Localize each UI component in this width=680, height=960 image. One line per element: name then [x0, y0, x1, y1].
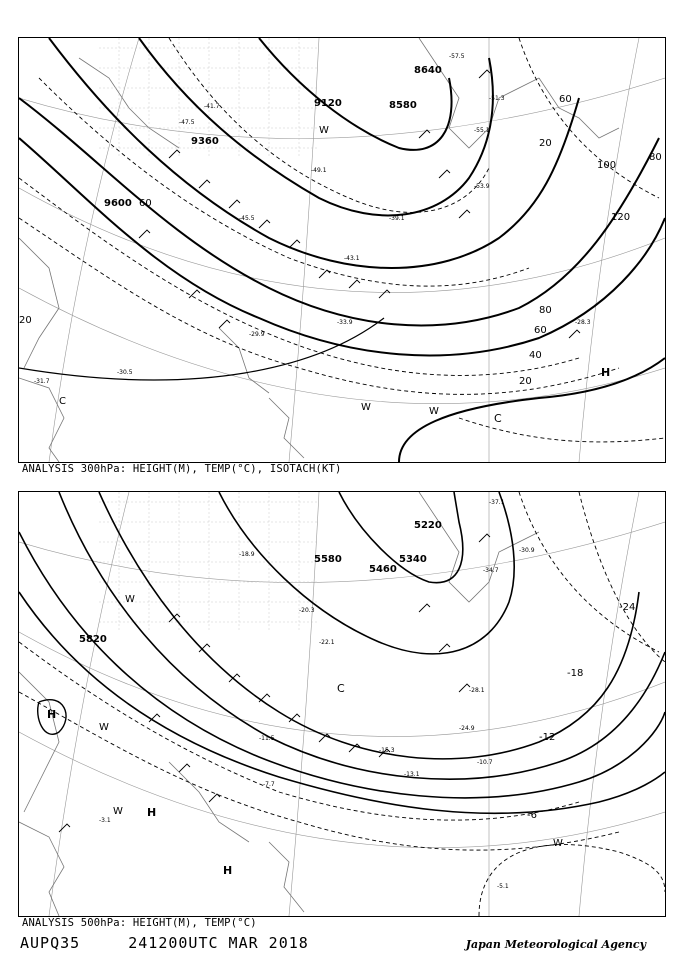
temp-contour-label: -12 — [539, 732, 556, 743]
temp-value: -31.7 — [34, 378, 50, 385]
temp-value: -51.3 — [489, 95, 505, 102]
warm-center: W — [319, 125, 329, 136]
height-contours — [19, 492, 665, 813]
caption-300hpa: ANALYSIS 300hPa: HEIGHT(M), TEMP(°C), ISOTACH(KT) — [22, 463, 342, 475]
temp-value: -7.7 — [263, 781, 275, 788]
high-pressure-center: H — [47, 708, 57, 721]
map-300hpa — [19, 38, 665, 462]
warm-center: W — [113, 806, 123, 817]
height-label: 8640 — [414, 65, 442, 76]
height-label: 9600 — [104, 198, 132, 209]
temp-value: -37.1 — [489, 499, 505, 506]
temp-value: -24.9 — [459, 725, 475, 732]
temp-value: -57.5 — [449, 53, 465, 60]
temp-value: -28.1 — [469, 687, 485, 694]
temp-value: -22.1 — [319, 639, 335, 646]
agency-credit: Japan Meteorological Agency — [465, 938, 646, 951]
wind-barbs — [139, 70, 580, 338]
map-panel-300hpa — [18, 37, 666, 463]
temp-value: -55.1 — [474, 127, 490, 134]
temp-value: -33.9 — [337, 319, 353, 326]
temp-value: -45.5 — [239, 215, 255, 222]
high-pressure-center: H — [147, 806, 157, 819]
map-panel-500hpa — [18, 491, 666, 917]
cold-center: C — [337, 682, 345, 695]
temp-value: -20.3 — [299, 607, 315, 614]
cold-center: C — [494, 412, 502, 425]
temp-value: -47.5 — [179, 119, 195, 126]
height-label: 9360 — [191, 136, 219, 147]
height-label: 8580 — [389, 100, 417, 111]
warm-center: W — [361, 402, 371, 413]
warm-center: W — [553, 838, 563, 849]
temp-value: -34.7 — [483, 567, 499, 574]
obs-grid — [99, 492, 319, 632]
map-500hpa — [19, 492, 665, 916]
height-label: 5820 — [79, 634, 107, 645]
temp-value: -10.7 — [477, 759, 493, 766]
isotach-label: 100 — [597, 160, 617, 171]
isotach-label: 20 — [19, 315, 32, 326]
temp-value: -43.1 — [344, 255, 360, 262]
temp-value: -39.1 — [389, 215, 405, 222]
caption-500hpa: ANALYSIS 500hPa: HEIGHT(M), TEMP(°C) — [22, 917, 257, 929]
temp-value: -15.3 — [379, 747, 395, 754]
isotach-label: 80 — [649, 152, 662, 163]
temp-value: -18.9 — [239, 551, 255, 558]
graticule — [19, 492, 665, 916]
temp-value: -30.9 — [519, 547, 535, 554]
height-label: 5460 — [369, 564, 397, 575]
temp-value: -30.5 — [117, 369, 133, 376]
warm-center: W — [125, 594, 135, 605]
warm-center: W — [99, 722, 109, 733]
temp-value: -11.5 — [259, 735, 275, 742]
temp-value: -41.7 — [204, 103, 220, 110]
isotach-label: 80 — [539, 305, 552, 316]
isotach-label: 120 — [611, 212, 631, 223]
height-label: 5220 — [414, 520, 442, 531]
isotach-label: 60 — [559, 94, 572, 105]
height-label: 5340 — [399, 554, 427, 565]
temp-value: -53.9 — [474, 183, 490, 190]
coastline — [19, 492, 539, 916]
temp-contour-label: -6 — [527, 810, 537, 821]
temp-value: -13.1 — [404, 771, 420, 778]
high-pressure-center: H — [223, 864, 233, 877]
analysis-datetime: 241200UTC MAR 2018 — [128, 934, 309, 952]
chart-id: AUPQ35 — [20, 934, 81, 952]
temp-value: -3.1 — [99, 817, 111, 824]
temp-value: -49.1 — [311, 167, 327, 174]
temp-value: -29.9 — [249, 331, 265, 338]
high-pressure-center: H — [601, 366, 611, 379]
isotach-label: 60 — [534, 325, 547, 336]
isotach-label: 40 — [529, 350, 542, 361]
isotach-label: 20 — [539, 138, 552, 149]
temp-contours — [19, 492, 665, 916]
temp-contour-label: -18 — [567, 668, 584, 679]
warm-center: W — [429, 406, 439, 417]
cold-center: C — [59, 396, 66, 407]
temp-value: -5.1 — [497, 883, 509, 890]
temp-contour-label: -24 — [619, 602, 636, 613]
height-label: 9120 — [314, 98, 342, 109]
temp-value: -28.3 — [575, 319, 591, 326]
isotach-label: 60 — [139, 198, 152, 209]
chart-id-and-time — [20, 934, 309, 952]
height-label: 5580 — [314, 554, 342, 565]
isotach-label: 20 — [519, 376, 532, 387]
